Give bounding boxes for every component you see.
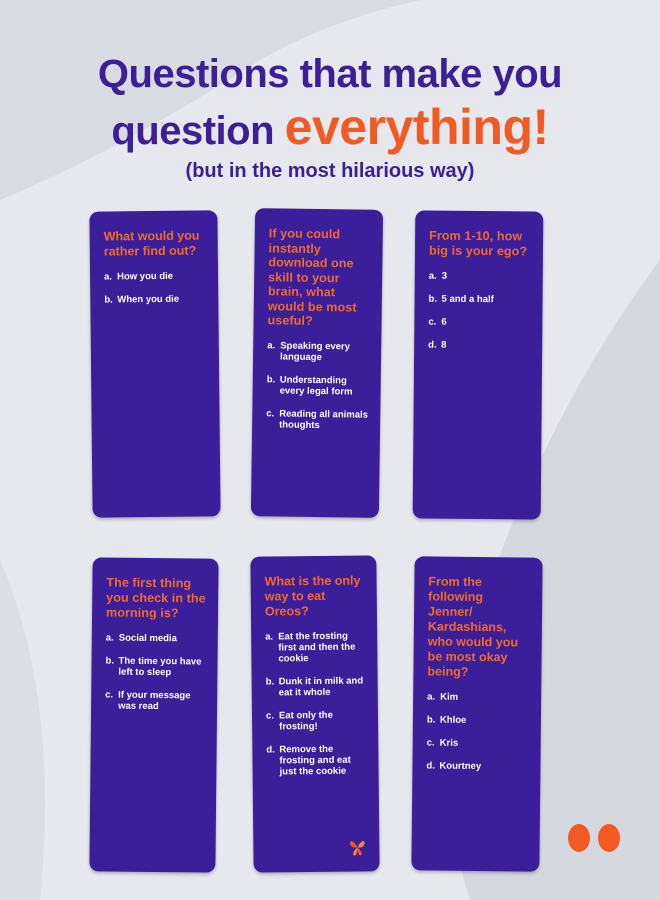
headline-line-2 <box>0 99 660 156</box>
answer-text: Khloe <box>439 714 467 726</box>
answer-letter: a. <box>267 339 276 351</box>
answer-letter: a. <box>427 691 436 703</box>
answer-text: Eat the frosting first and then the cookie <box>278 630 356 665</box>
answer-list <box>104 270 206 305</box>
answer-text: Kourtney <box>439 760 482 773</box>
answer-text: Dunk it in milk and eat it whole <box>278 675 364 699</box>
answer-list <box>428 271 531 352</box>
headline <box>0 50 660 183</box>
answer-item <box>266 709 366 732</box>
answer-item <box>266 743 366 777</box>
answer-text: 8 <box>441 339 447 351</box>
question-card-5 <box>250 555 379 872</box>
answer-list <box>105 632 206 712</box>
answer-letter: b. <box>104 294 113 306</box>
answer-letter: c. <box>428 316 437 328</box>
answer-item <box>104 270 206 282</box>
answer-list <box>265 630 367 777</box>
answer-item <box>105 689 205 712</box>
answer-letter: b. <box>428 293 438 305</box>
answer-text: How you die <box>117 270 174 283</box>
answer-text: Eat only the frosting! <box>278 709 333 733</box>
answer-item <box>106 632 206 644</box>
answer-item <box>429 294 531 306</box>
answer-text: Kris <box>439 737 459 749</box>
answer-text: 6 <box>441 316 447 328</box>
answer-item <box>266 675 366 698</box>
question-card-1 <box>89 210 220 517</box>
answer-letter: d. <box>428 339 437 351</box>
card-question: From the following Jenner/ Kardashians, who would you be most okay being? <box>427 574 519 679</box>
answer-item <box>428 340 530 352</box>
answer-letter: b. <box>426 714 436 726</box>
question-card-6 <box>411 556 542 871</box>
answer-text: 3 <box>441 270 448 282</box>
answer-list <box>426 691 529 772</box>
card-question: From 1-10, how big is your ego? <box>428 228 528 259</box>
answer-item <box>104 293 206 305</box>
card-question: What would you rather find out? <box>103 228 200 259</box>
dot-icon <box>568 824 590 852</box>
card-question: If you could instantly download one skill to your brain, what would be most useful? <box>267 226 357 328</box>
answer-item <box>429 271 531 283</box>
answer-text: Remove the frosting and eat just the cookie <box>279 743 351 778</box>
answer-item <box>428 317 530 329</box>
answer-letter: a. <box>428 270 437 282</box>
answer-letter: a. <box>105 632 114 644</box>
answer-list <box>266 340 369 431</box>
answer-letter: a. <box>104 271 113 283</box>
answer-letter: d. <box>266 744 275 756</box>
answer-item <box>427 691 529 703</box>
answer-text: Speaking every language <box>280 339 351 363</box>
answer-letter: b. <box>266 373 276 385</box>
card-question: The first thing you check in the morning is? <box>105 575 206 621</box>
answer-text: When you die <box>117 293 180 306</box>
question-card-3 <box>413 210 544 519</box>
question-card-4 <box>89 557 218 872</box>
answer-item <box>427 737 529 749</box>
headline-subtitle: (but in the most hilarious way) <box>185 160 475 182</box>
headline-accent-word: everything! <box>284 99 549 155</box>
answer-letter: c. <box>426 737 435 749</box>
dot-icon <box>598 824 620 852</box>
answer-letter: c. <box>105 689 114 701</box>
answer-letter: c. <box>266 407 275 419</box>
answer-item <box>267 340 369 363</box>
answer-text: Reading all animals thoughts <box>279 407 369 431</box>
answer-text: Understanding every legal form <box>279 373 353 397</box>
answer-letter: a. <box>265 631 274 643</box>
answer-text: Social media <box>118 632 177 645</box>
answer-text: If your message was read <box>118 689 191 713</box>
answer-letter: b. <box>265 676 275 688</box>
answer-letter: c. <box>265 710 275 722</box>
answer-letter: b. <box>105 655 115 667</box>
question-card-2 <box>251 208 383 518</box>
butterfly-icon <box>349 837 365 857</box>
headline-lead-word: question <box>111 109 275 153</box>
headline-line-1: Questions that make you <box>97 52 563 96</box>
answer-text: The time you have left to sleep <box>118 655 202 679</box>
card-question: What is the only way to eat Oreos? <box>264 573 361 619</box>
answer-item <box>266 408 368 431</box>
answer-item <box>267 374 369 397</box>
answer-item <box>427 714 529 726</box>
answer-item <box>265 630 365 664</box>
answer-text: Kim <box>440 691 459 703</box>
answer-item <box>105 655 205 678</box>
answer-text: 5 and a half <box>441 293 494 306</box>
two-dots-icon <box>568 824 620 852</box>
answer-item <box>426 760 528 772</box>
answer-letter: d. <box>426 760 435 772</box>
